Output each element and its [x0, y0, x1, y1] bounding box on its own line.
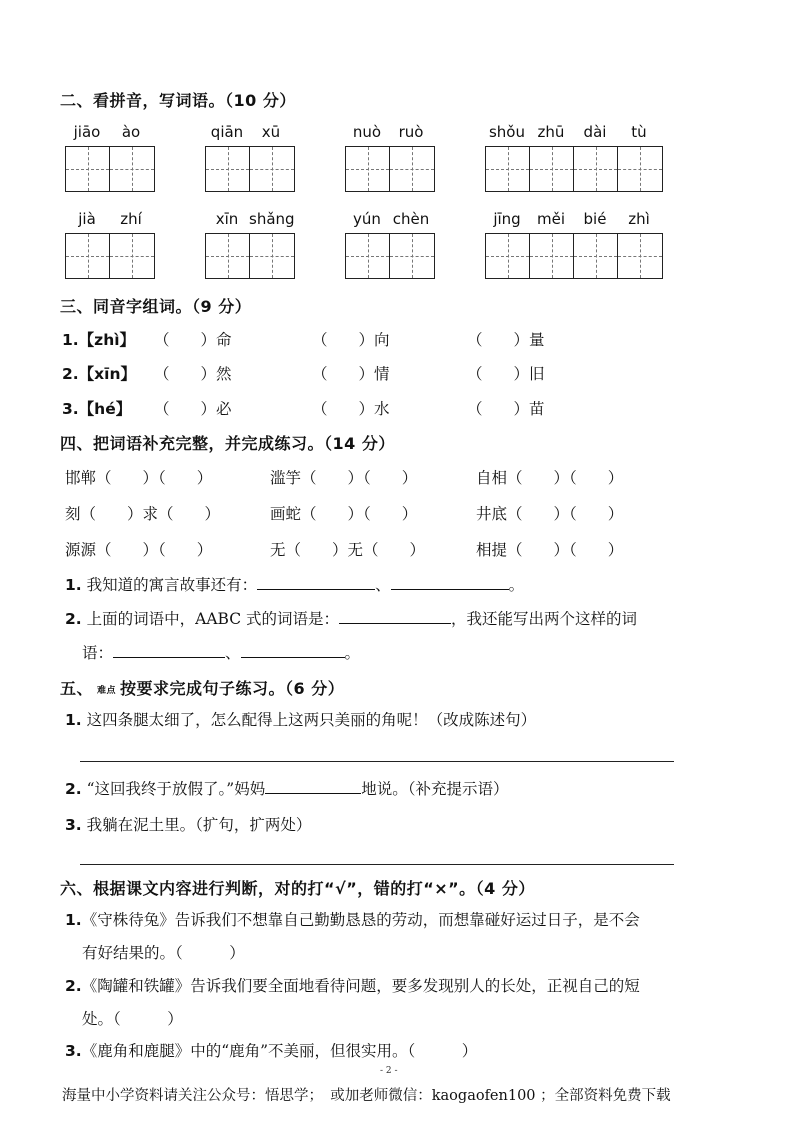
idiom-blank[interactable]: 画蛇（ ）（ ） — [270, 505, 418, 523]
writing-cell[interactable] — [618, 234, 662, 278]
sec4-question-1 — [65, 573, 524, 595]
section-heading: 按要求完成句子练习。（6 分） — [120, 679, 345, 698]
punctuation: 。 — [344, 644, 361, 662]
homophone-label: 2.【xīn】 — [62, 365, 137, 383]
separator: 、 — [225, 644, 241, 662]
pinyin-syllable: bié — [583, 210, 607, 228]
writing-cell[interactable] — [66, 147, 110, 191]
pinyin-syllable: qiān — [210, 123, 244, 141]
pinyin-syllable: shǎng — [249, 210, 295, 228]
homophone-blank[interactable]: （ ）苗 — [467, 400, 545, 418]
writing-cell[interactable] — [530, 147, 574, 191]
homophone-label: 3.【hé】 — [62, 400, 132, 418]
writing-cell[interactable] — [486, 234, 530, 278]
answer-line[interactable] — [80, 761, 674, 762]
question-text: 《守株待兔》告诉我们不想靠自己勤勤恳恳的劳动，而想靠碰好运过日子，是不会 — [81, 911, 640, 929]
idiom-blank[interactable]: 邯郸（ ）（ ） — [65, 469, 213, 487]
question-number: 1. — [65, 576, 82, 594]
section-2-title: 二、看拼音，写词语。（10 分） — [60, 91, 296, 110]
sec5-question-2 — [65, 777, 509, 799]
homophone-blank[interactable]: （ ）量 — [467, 331, 545, 349]
question-text: 我知道的寓言故事还有： — [86, 576, 258, 594]
pinyin-syllable: ruò — [398, 123, 424, 141]
sec6-question-1-cont — [82, 941, 245, 963]
pinyin-syllable: dài — [583, 123, 607, 141]
question-text: 我躺在泥土里。（扩句，扩两处） — [86, 816, 312, 834]
homophone-label: 1.【zhì】 — [62, 331, 136, 349]
sec4-question-2-cont — [82, 641, 360, 663]
idiom-blank[interactable]: 相提（ ）（ ） — [476, 541, 624, 559]
question-number: 2. — [65, 610, 82, 628]
question-text: 《陶罐和铁罐》告诉我们要全面地看待问题，要多发现别人的长处，正视自己的短 — [81, 977, 640, 995]
writing-cell[interactable] — [618, 147, 662, 191]
answer-line[interactable] — [80, 864, 674, 865]
pinyin-syllable: zhì — [628, 210, 650, 228]
question-number: 2. — [65, 780, 82, 798]
question-text: 语： — [82, 644, 114, 662]
question-text[interactable]: 《鹿角和鹿腿》中的“鹿角”不美丽，但很实用。（ ） — [81, 1042, 478, 1060]
idiom-blank[interactable]: 无（ ）无（ ） — [270, 541, 426, 559]
difficulty-badge: 难点 — [97, 686, 117, 696]
question-text[interactable]: 处。（ ） — [82, 1010, 183, 1028]
pinyin-syllable: jià — [78, 210, 96, 228]
question-text: 这四条腿太细了，怎么配得上这两只美丽的角呢！（改成陈述句） — [86, 711, 537, 729]
writing-cell[interactable] — [206, 147, 250, 191]
page-number: - 2 - — [380, 1066, 398, 1076]
question-number: 2. — [65, 977, 82, 995]
sec6-question-2 — [65, 974, 640, 996]
sec4-question-2 — [65, 607, 637, 629]
homophone-row-2 — [62, 362, 622, 384]
writing-cell[interactable] — [66, 234, 110, 278]
sec6-question-1 — [65, 908, 640, 930]
pinyin-syllable: nuò — [352, 123, 382, 141]
separator: 、 — [375, 576, 391, 594]
sec6-question-3 — [65, 1039, 477, 1061]
writing-cell[interactable] — [530, 234, 574, 278]
section-4-title: 四、把词语补充完整，并完成练习。（14 分） — [60, 434, 395, 453]
writing-cell[interactable] — [250, 147, 294, 191]
question-number: 3. — [65, 816, 82, 834]
pinyin-syllable: zhí — [120, 210, 142, 228]
idiom-blank[interactable]: 滥竽（ ）（ ） — [270, 469, 418, 487]
section-3-title: 三、同音字组词。（9 分） — [60, 297, 252, 316]
homophone-row-1 — [62, 328, 622, 350]
footer-note: 海量中小学资料请关注公众号：悟思学； 或加老师微信：kaogaofen100 ；全部资料免费下载 — [62, 1088, 671, 1104]
sec6-question-2-cont — [82, 1007, 183, 1029]
sec5-question-3 — [65, 813, 311, 835]
question-text: ，我还能写出两个这样的词 — [450, 610, 637, 628]
writing-cell[interactable] — [574, 234, 618, 278]
answer-line[interactable] — [265, 777, 361, 794]
homophone-blank[interactable]: （ ）情 — [312, 365, 390, 383]
answer-line[interactable] — [257, 573, 375, 590]
pinyin-syllable: zhū — [537, 123, 565, 141]
pinyin-syllable: ào — [121, 123, 141, 141]
homophone-row-3 — [62, 397, 622, 419]
question-text[interactable]: 有好结果的。（ ） — [82, 944, 245, 962]
idiom-blank[interactable]: 源源（ ）（ ） — [65, 541, 213, 559]
question-text: 上面的词语中，AABC 式的词语是： — [86, 610, 339, 628]
pinyin-syllable: chèn — [392, 210, 430, 228]
section-number: 五、 — [60, 679, 94, 698]
question-text: “这回我终于放假了。”妈妈 — [86, 780, 266, 798]
idiom-blank[interactable]: 刻（ ）求（ ） — [65, 505, 221, 523]
writing-cell[interactable] — [390, 147, 434, 191]
writing-cell[interactable] — [346, 147, 390, 191]
homophone-blank[interactable]: （ ）向 — [312, 331, 390, 349]
writing-cell[interactable] — [110, 234, 154, 278]
homophone-blank[interactable]: （ ）必 — [154, 400, 232, 418]
writing-cell[interactable] — [486, 147, 530, 191]
answer-line[interactable] — [241, 641, 345, 658]
answer-line[interactable] — [339, 607, 451, 624]
pinyin-syllable: tù — [631, 123, 647, 141]
pinyin-syllable: xīn — [215, 210, 239, 228]
answer-line[interactable] — [391, 573, 509, 590]
pinyin-syllable: jiāo — [73, 123, 101, 141]
writing-cell[interactable] — [390, 234, 434, 278]
pinyin-syllable: jīng — [493, 210, 521, 228]
pinyin-syllable: xū — [261, 123, 281, 141]
question-text: 地说。（补充提示语） — [361, 780, 509, 798]
writing-cell[interactable] — [574, 147, 618, 191]
writing-cell[interactable] — [346, 234, 390, 278]
pinyin-syllable: shǒu — [488, 123, 525, 141]
section-6-title: 六、根据课文内容进行判断，对的打“√”，错的打“×”。（4 分） — [60, 879, 535, 898]
writing-cell[interactable] — [206, 234, 250, 278]
question-number: 1. — [65, 711, 82, 729]
homophone-blank[interactable]: （ ）然 — [154, 365, 232, 383]
section-5-title — [60, 676, 344, 699]
question-number: 3. — [65, 1042, 82, 1060]
punctuation: 。 — [508, 576, 525, 594]
writing-cell[interactable] — [250, 234, 294, 278]
homophone-blank[interactable]: （ ）旧 — [467, 365, 545, 383]
pinyin-syllable: měi — [536, 210, 565, 228]
homophone-blank[interactable]: （ ）水 — [312, 400, 390, 418]
idiom-blank[interactable]: 井底（ ）（ ） — [476, 505, 624, 523]
homophone-blank[interactable]: （ ）命 — [154, 331, 232, 349]
sec5-question-1 — [65, 708, 536, 730]
pinyin-syllable: yún — [353, 210, 381, 228]
idiom-blank[interactable]: 自相（ ）（ ） — [476, 469, 624, 487]
answer-line[interactable] — [113, 641, 225, 658]
question-number: 1. — [65, 911, 82, 929]
writing-cell[interactable] — [110, 147, 154, 191]
